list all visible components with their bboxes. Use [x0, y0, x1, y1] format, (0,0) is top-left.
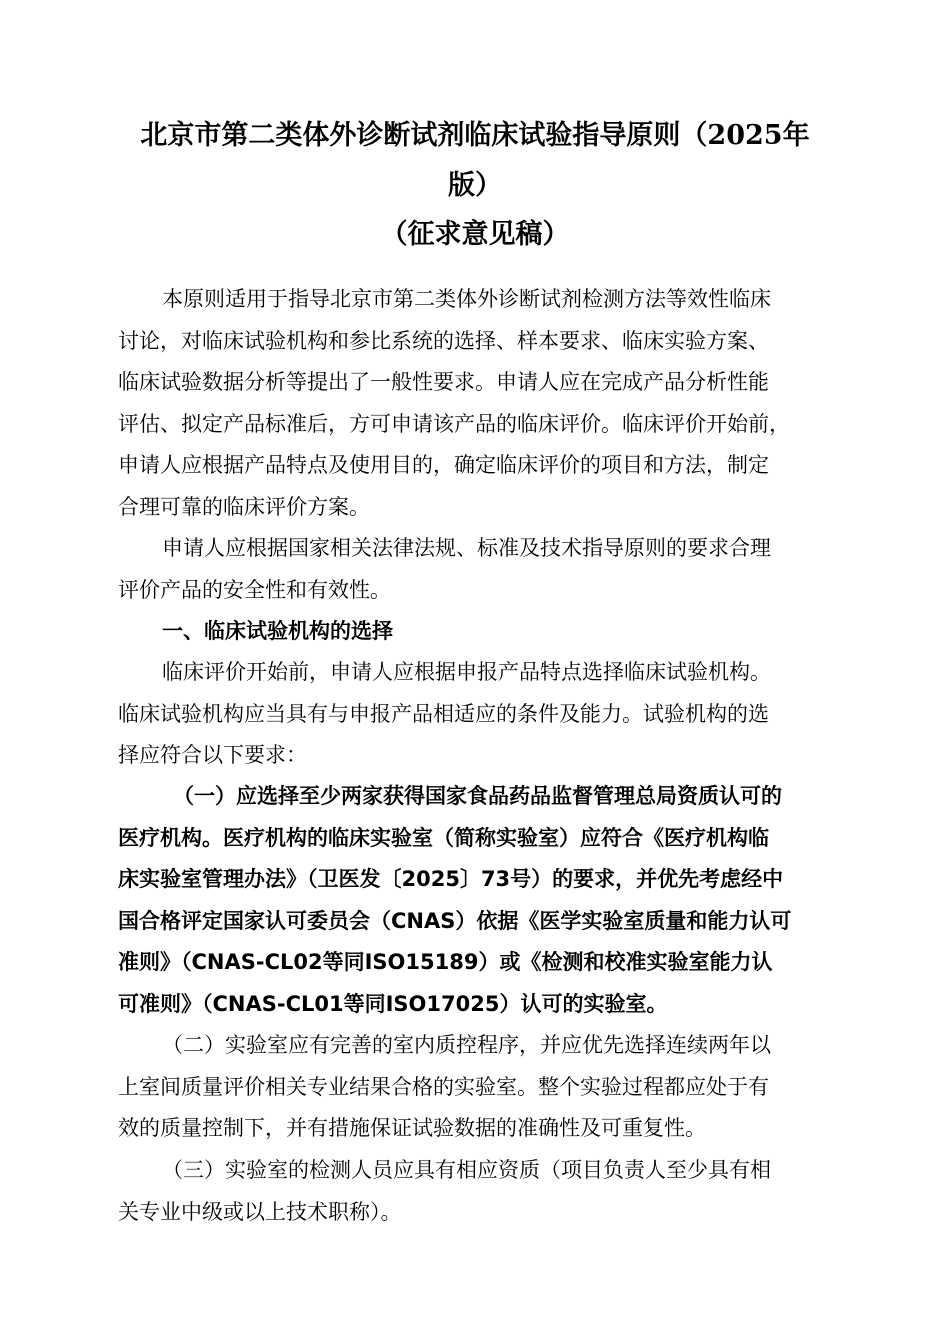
text-line: 评价产品的安全性和有效性。 [118, 577, 391, 602]
text-line: 效的质量控制下，并有措施保证试验数据的准确性及可重复性。 [118, 1116, 706, 1140]
text-line: 申请人应根据国家相关法律法规、标准及技术指导原则的要求合理 [162, 536, 771, 560]
section-1-paragraph [118, 652, 832, 777]
text-line: （一）应选择至少两家获得国家食品药品监督管理总局资质认可的 [173, 784, 782, 808]
text-line: 上室间质量评价相关专业结果合格的实验室。整个实验过程都应处于有 [118, 1074, 769, 1099]
section-1-heading: 一、临床试验机构的选择 [162, 619, 393, 643]
text-line: 临床评价开始前，申请人应根据申报产品特点选择临床试验机构。 [162, 660, 771, 684]
text-line: 合理可靠的临床评价方案。 [118, 494, 370, 519]
item-3-paragraph [118, 1150, 832, 1233]
section-heading [118, 611, 832, 653]
document-title-line-1: 北京市第二类体外诊断试剂临床试验指导原则（2025年 [140, 120, 810, 151]
text-line: 床实验室管理办法》（卫医发〔2025〕73号）的要求，并优先考虑经中 [118, 867, 784, 891]
text-line: （二）实验室应有完善的室内质控程序，并应优先选择连续两年以 [162, 1033, 771, 1057]
document-title-line-2: 版） [448, 170, 502, 201]
text-line: 临床试验机构应当具有与申报产品相适应的条件及能力。试验机构的选 [118, 701, 769, 726]
text-line: 申请人应根据产品特点及使用目的，确定临床评价的项目和方法，制定 [118, 453, 769, 477]
draft-status-subtitle: （征求意见稿） [380, 219, 570, 250]
text-line: 准则》（CNAS-CL02等同ISO15189）或《检测和校准实验室能力认 [118, 950, 773, 974]
text-line: 讨论，对临床试验机构和参比系统的选择、样本要求、临床实验方案、 [118, 328, 769, 353]
intro-paragraph [118, 279, 832, 528]
text-line: 可准则》（CNAS-CL01等同ISO17025）认可的实验室。 [118, 991, 668, 1016]
text-line: 临床试验数据分析等提出了一般性要求。申请人应在完成产品分析性能 [118, 370, 769, 394]
item-2-paragraph [118, 1025, 832, 1150]
text-line: 医疗机构。医疗机构的临床实验室（简称实验室）应符合《医疗机构临 [118, 825, 769, 850]
text-line: 择应符合以下要求： [118, 743, 307, 767]
text-line: 关专业中级或以上技术职称）。 [118, 1199, 402, 1224]
principle-paragraph [118, 528, 832, 611]
text-line: 本原则适用于指导北京市第二类体外诊断试剂检测方法等效性临床 [162, 287, 771, 311]
item-1-paragraph [118, 776, 832, 1025]
text-line: 国合格评定国家认可委员会（CNAS）依据《医学实验室质量和能力认可 [118, 908, 792, 933]
text-line: （三）实验室的检测人员应具有相应资质（项目负责人至少具有相 [162, 1158, 771, 1182]
text-line: 评估、拟定产品标准后，方可申请该产品的临床评价。临床评价开始前， [118, 411, 790, 436]
